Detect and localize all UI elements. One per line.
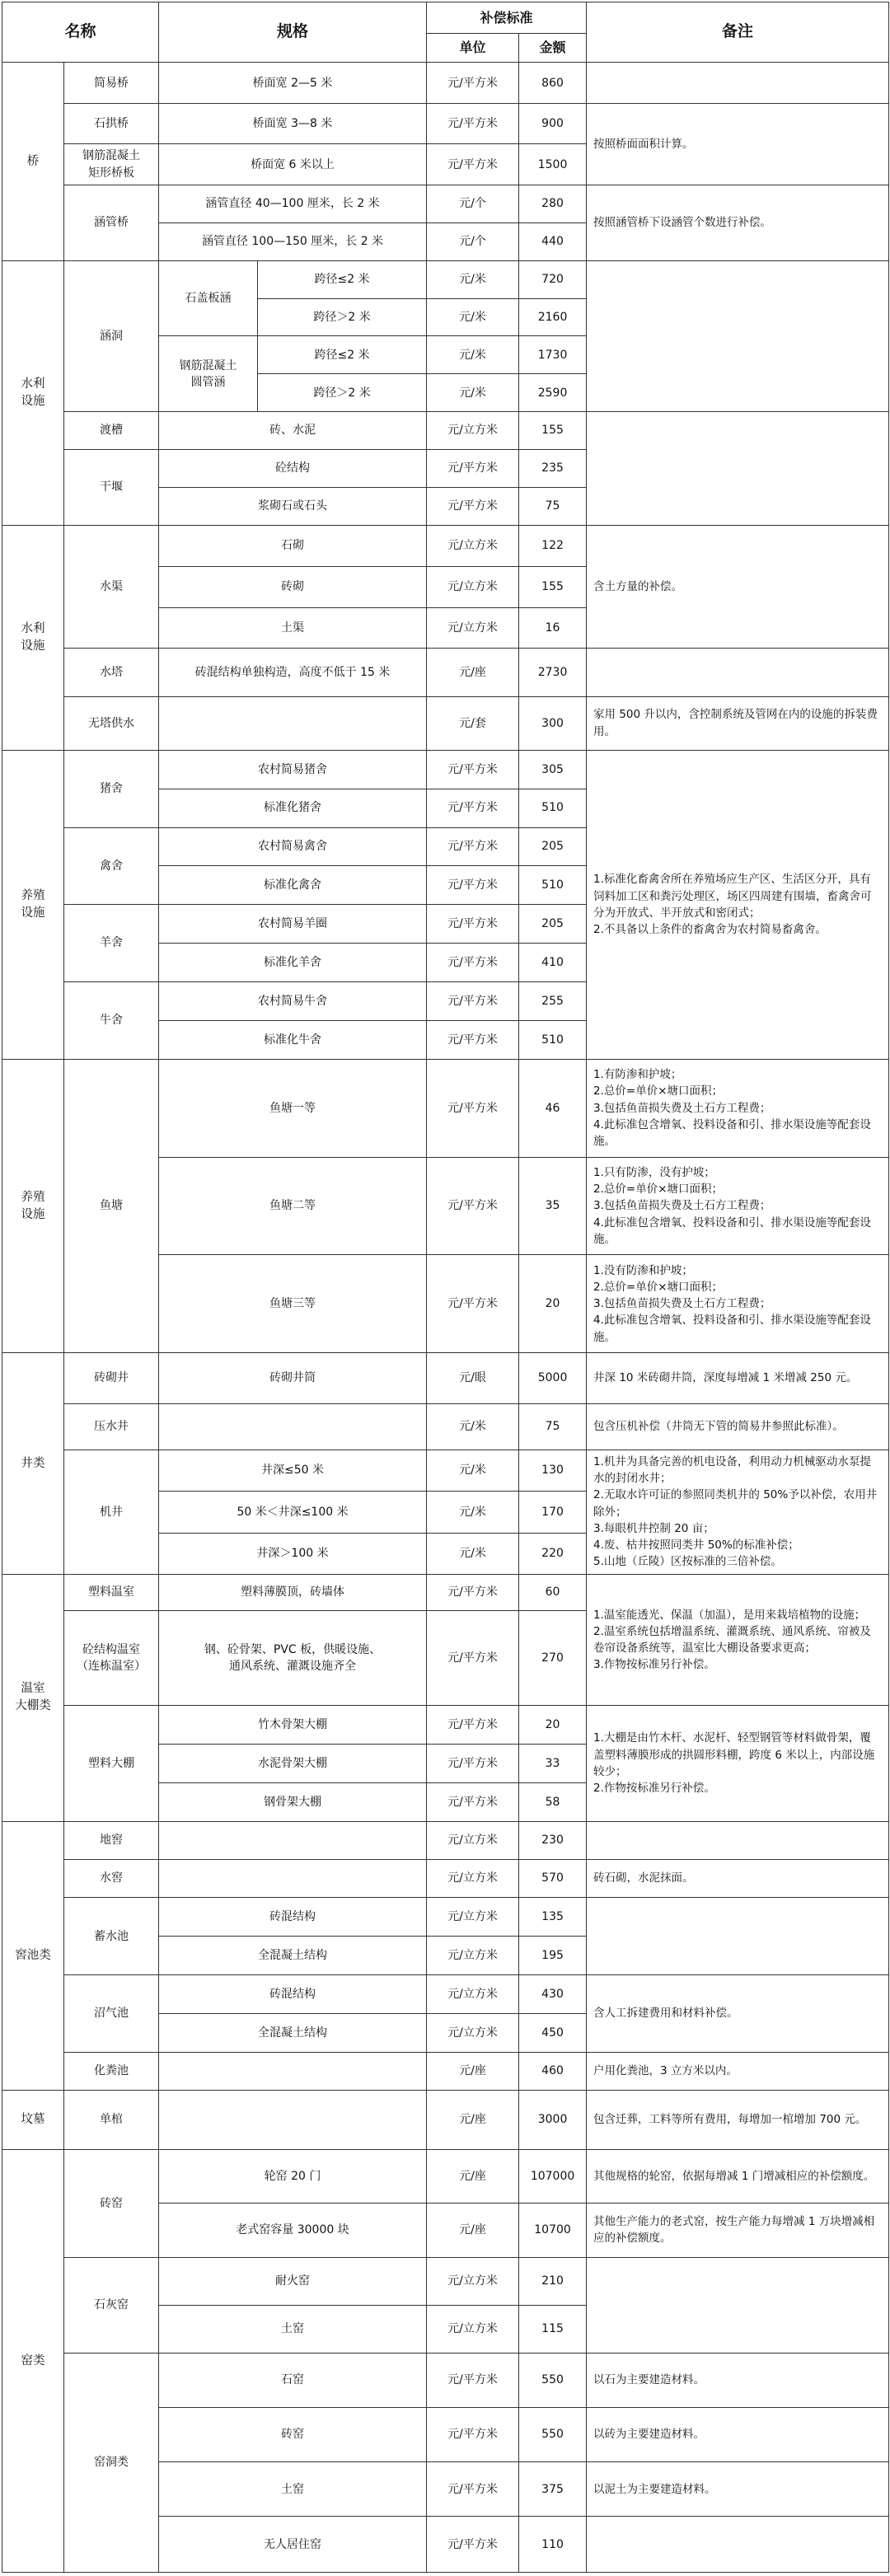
note-no-tower-water: 家用 500 升以内，含控制系统及管网在内的设施的拆装费用。 [587, 696, 889, 750]
item-unit: 元/平方米 [427, 1575, 519, 1611]
item-amount: 5000 [519, 1353, 587, 1403]
item-amount: 60 [519, 1575, 587, 1611]
item-amount: 550 [519, 2407, 587, 2461]
item-name: 石灰窑 [64, 2257, 159, 2353]
group-greenhouses: 温室 大棚类 [2, 1575, 64, 1822]
item-amount: 122 [519, 525, 587, 566]
item-name: 砖窑 [64, 2150, 159, 2257]
note-fish-pond-grade-1: 1.有防渗和护坡； 2.总价=单价×塘口面积； 3.包括鱼苗损失费及土石方工程费； 4.此标准包含增氧、投料设备和引、排水渠设施等配套设施。 [587, 1059, 889, 1157]
note-empty [587, 412, 889, 526]
item-unit: 元/眼 [427, 1353, 519, 1403]
item-spec: 塑料薄膜顶，砖墙体 [159, 1575, 427, 1611]
item-unit: 元/立方米 [427, 2257, 519, 2305]
item-unit: 元/座 [427, 649, 519, 696]
item-amount: 210 [519, 2257, 587, 2305]
item-name: 羊舍 [64, 905, 159, 982]
item-amount: 510 [519, 789, 587, 827]
item-name: 塑料温室 [64, 1575, 159, 1611]
note-biogas: 含人工拆建费用和材料补偿。 [587, 1975, 889, 2053]
item-amount: 280 [519, 185, 587, 223]
item-unit: 元/平方米 [427, 1255, 519, 1353]
note-bridge: 按照桥面面积计算。 [587, 104, 889, 185]
item-spec: 老式窑容量 30000 块 [159, 2204, 427, 2257]
item-spec: 土窑 [159, 2462, 427, 2517]
item-amount: 1500 [519, 144, 587, 185]
item-name: 涵洞 [64, 260, 159, 411]
item-amount: 110 [519, 2517, 587, 2573]
note-fish-pond-grade-3: 1.没有防渗和护坡； 2.总价=单价×塘口面积； 3.包括鱼苗损失费及土石方工程费； 4.此标准包含增氧、投料设备和引、排水渠设施等配套设施。 [587, 1255, 889, 1353]
group-kilns: 窑类 [2, 2150, 64, 2573]
item-unit: 元/立方米 [427, 1821, 519, 1859]
item-amount: 550 [519, 2353, 587, 2407]
note-old-kiln: 其他生产能力的老式窑，按生产能力每增减 1 万块增减相应的补偿额度。 [587, 2204, 889, 2257]
item-name: 禽舍 [64, 827, 159, 905]
header-amount: 金额 [519, 33, 587, 63]
item-unit: 元/米 [427, 1450, 519, 1492]
item-amount: 255 [519, 982, 587, 1021]
item-amount: 860 [519, 63, 587, 104]
item-spec: 跨径＞2 米 [258, 298, 427, 336]
item-amount: 220 [519, 1533, 587, 1575]
item-spec: 标准化禽舍 [159, 866, 427, 905]
item-spec: 竹木骨架大棚 [159, 1706, 427, 1745]
item-amount: 230 [519, 1821, 587, 1859]
item-unit: 元/立方米 [427, 607, 519, 649]
item-unit: 元/立方米 [427, 566, 519, 607]
item-unit: 元/立方米 [427, 2014, 519, 2053]
item-amount: 205 [519, 827, 587, 866]
item-name: 水塔 [64, 649, 159, 696]
note-empty [587, 260, 889, 411]
item-spec [159, 696, 427, 750]
item-amount: 450 [519, 2014, 587, 2053]
item-name: 砼结构温室 （连栋温室） [64, 1610, 159, 1705]
item-unit: 元/平方米 [427, 905, 519, 944]
item-spec: 标准化牛舍 [159, 1020, 427, 1059]
item-unit: 元/平方米 [427, 982, 519, 1021]
item-spec: 跨径≤2 米 [258, 336, 427, 374]
item-spec: 无人居住窑 [159, 2517, 427, 2573]
note-empty [587, 1898, 889, 1975]
note-canal: 含土方量的补偿。 [587, 525, 889, 649]
item-unit: 元/平方米 [427, 1782, 519, 1821]
item-amount: 3000 [519, 2090, 587, 2149]
note-empty [587, 649, 889, 696]
header-standard: 补偿标准 [427, 2, 587, 34]
item-spec: 标准化猪舍 [159, 789, 427, 827]
item-spec: 砖混结构单独构造，高度不低于 15 米 [159, 649, 427, 696]
item-amount: 720 [519, 260, 587, 298]
item-name: 地窖 [64, 1821, 159, 1859]
item-name: 水窖 [64, 1859, 159, 1898]
item-unit: 元/平方米 [427, 2462, 519, 2517]
item-spec: 农村简易禽舍 [159, 827, 427, 866]
note-greenhouse: 1.温室能透光、保温（加温），是用来栽培植物的设施； 2.温室系统包括增温系统、灌溉系统、通风系统、帘被及卷帘设备系统等，温室比大棚设备要求更高； 3.作物按标准另行补偿。 [587, 1575, 889, 1706]
note-culvert-bridge: 按照涵管桥下设涵管个数进行补偿。 [587, 185, 889, 261]
item-amount: 375 [519, 2462, 587, 2517]
item-unit: 元/平方米 [427, 866, 519, 905]
item-name: 干堰 [64, 450, 159, 526]
note-earth-cave: 以泥土为主要建造材料。 [587, 2462, 889, 2517]
item-spec [159, 1821, 427, 1859]
item-spec: 桥面宽 3—8 米 [159, 104, 427, 144]
header-unit: 单位 [427, 33, 519, 63]
item-spec: 土渠 [159, 607, 427, 649]
item-unit: 元/米 [427, 336, 519, 374]
note-livestock-housing: 1.标准化畜禽舍所在养殖场应生产区、生活区分开，具有饲料加工区和粪污处理区，场区四周建有围墙，畜禽舍可分为开放式、半开放式和密闭式； 2.不具备以上条件的畜禽舍为农村简易畜禽舍。 [587, 750, 889, 1059]
item-spec: 涵管直径 40—100 厘米，长 2 米 [159, 185, 427, 223]
item-amount: 135 [519, 1898, 587, 1937]
note-brick-well: 井深 10 米砖砌井筒，深度每增减 1 米增减 250 元。 [587, 1353, 889, 1403]
item-amount: 33 [519, 1744, 587, 1782]
item-name: 无塔供水 [64, 696, 159, 750]
item-spec: 砖、水泥 [159, 412, 427, 450]
item-spec [159, 2052, 427, 2090]
item-amount: 155 [519, 412, 587, 450]
item-unit: 元/平方米 [427, 487, 519, 525]
item-unit: 元/米 [427, 260, 519, 298]
item-amount: 2730 [519, 649, 587, 696]
note-ring-kiln: 其他规格的轮窑，依据每增减 1 门增减相应的补偿额度。 [587, 2150, 889, 2204]
item-unit: 元/座 [427, 2150, 519, 2204]
item-amount: 205 [519, 905, 587, 944]
item-amount: 75 [519, 1403, 587, 1450]
item-amount: 20 [519, 1255, 587, 1353]
item-unit: 元/平方米 [427, 1744, 519, 1782]
item-spec: 鱼塘三等 [159, 1255, 427, 1353]
item-unit: 元/立方米 [427, 412, 519, 450]
item-spec: 轮窑 20 门 [159, 2150, 427, 2204]
item-spec: 跨径＞2 米 [258, 374, 427, 412]
item-unit: 元/平方米 [427, 1706, 519, 1745]
item-unit: 元/米 [427, 1403, 519, 1450]
item-spec: 耐火窑 [159, 2257, 427, 2305]
item-amount: 430 [519, 1975, 587, 2014]
item-amount: 130 [519, 1450, 587, 1492]
item-amount: 305 [519, 750, 587, 789]
item-unit: 元/平方米 [427, 1020, 519, 1059]
item-amount: 195 [519, 1937, 587, 1975]
item-name: 鱼塘 [64, 1059, 159, 1353]
group-breeding-facilities-2: 养殖 设施 [2, 1059, 64, 1353]
item-unit: 元/平方米 [427, 1157, 519, 1254]
item-spec: 桥面宽 2—5 米 [159, 63, 427, 104]
item-unit: 元/平方米 [427, 63, 519, 104]
item-spec: 鱼塘二等 [159, 1157, 427, 1254]
item-unit: 元/立方米 [427, 2305, 519, 2353]
item-unit: 元/平方米 [427, 2407, 519, 2461]
note-empty [587, 63, 889, 104]
item-spec: 砖窑 [159, 2407, 427, 2461]
item-name: 石拱桥 [64, 104, 159, 144]
item-spec: 钢、砼骨架、PVC 板，供暖设施、 通风系统、灌溉设施齐全 [159, 1610, 427, 1705]
item-name: 压水井 [64, 1403, 159, 1450]
item-name: 牛舍 [64, 982, 159, 1060]
header-remark: 备注 [587, 2, 889, 63]
item-unit: 元/立方米 [427, 1975, 519, 2014]
item-name: 单棺 [64, 2090, 159, 2149]
item-spec: 桥面宽 6 米以上 [159, 144, 427, 185]
header-spec: 规格 [159, 2, 427, 63]
item-unit: 元/座 [427, 2052, 519, 2090]
item-unit: 元/平方米 [427, 104, 519, 144]
item-unit: 元/平方米 [427, 789, 519, 827]
item-name: 塑料大棚 [64, 1706, 159, 1822]
note-motor-well: 1.机井为具备完善的机电设备，利用动力机械驱动水泵提水的封闭水井； 2.无取水许可证的参照同类机井的 50%予以补偿，农用井除外； 3.每眼机井控制 20 亩； 4.废、枯井按照同类井 50%的标准补偿； 5.山地（丘陵）区按标准的三倍补偿。 [587, 1450, 889, 1575]
note-septic-tank: 户用化粪池，3 立方米以内。 [587, 2052, 889, 2090]
note-water-cellar: 砖石砌，水泥抹面。 [587, 1859, 889, 1898]
item-amount: 155 [519, 566, 587, 607]
item-unit: 元/立方米 [427, 1898, 519, 1937]
item-amount: 2160 [519, 298, 587, 336]
item-unit: 元/平方米 [427, 750, 519, 789]
item-spec: 全混凝土结构 [159, 2014, 427, 2053]
item-name: 渡槽 [64, 412, 159, 450]
item-spec: 井深≤50 米 [159, 1450, 427, 1492]
item-unit: 元/平方米 [427, 944, 519, 982]
item-name: 简易桥 [64, 63, 159, 104]
item-name: 化粪池 [64, 2052, 159, 2090]
item-unit: 元/平方米 [427, 2353, 519, 2407]
group-pits-pools: 窖池类 [2, 1821, 64, 2090]
item-amount: 300 [519, 696, 587, 750]
item-spec: 浆砌石或石头 [159, 487, 427, 525]
item-unit: 元/米 [427, 1533, 519, 1575]
item-spec: 水泥骨架大棚 [159, 1744, 427, 1782]
note-fish-pond-grade-2: 1.只有防渗，没有护坡； 2.总价=单价×塘口面积； 3.包括鱼苗损失费及土石方工程费； 4.此标准包含增氧、投料设备和引、排水渠设施等配套设施。 [587, 1157, 889, 1254]
item-amount: 75 [519, 487, 587, 525]
item-unit: 元/个 [427, 185, 519, 223]
item-spec: 井深＞100 米 [159, 1533, 427, 1575]
item-spec: 砖混结构 [159, 1975, 427, 2014]
item-spec [159, 1859, 427, 1898]
item-spec: 标准化羊舍 [159, 944, 427, 982]
compensation-table [2, 2, 889, 2573]
item-name: 沼气池 [64, 1975, 159, 2053]
item-unit: 元/平方米 [427, 2517, 519, 2573]
note-plastic-tunnel: 1.大棚是由竹木杆、水泥杆、轻型钢管等材料做骨架，覆盖塑料薄膜形成的拱圆形料棚，跨度 6 米以上，内部设施较少； 2.作物按标准另行补偿。 [587, 1706, 889, 1822]
item-spec: 50 米＜井深≤100 米 [159, 1492, 427, 1534]
item-unit: 元/个 [427, 222, 519, 260]
item-amount: 900 [519, 104, 587, 144]
item-name: 水渠 [64, 525, 159, 649]
item-unit: 元/平方米 [427, 827, 519, 866]
item-unit: 元/平方米 [427, 1059, 519, 1157]
note-brick-cave: 以砖为主要建造材料。 [587, 2407, 889, 2461]
item-amount: 270 [519, 1610, 587, 1705]
item-amount: 20 [519, 1706, 587, 1745]
group-water-facilities: 水利 设施 [2, 260, 64, 525]
item-unit: 元/座 [427, 2204, 519, 2257]
item-amount: 1730 [519, 336, 587, 374]
item-amount: 107000 [519, 2150, 587, 2204]
note-empty [587, 2517, 889, 2573]
item-name: 机井 [64, 1450, 159, 1575]
subgroup-stone-slab-culvert: 石盖板涵 [159, 260, 258, 336]
item-spec: 砖砌井筒 [159, 1353, 427, 1403]
item-unit: 元/立方米 [427, 1859, 519, 1898]
item-spec: 跨径≤2 米 [258, 260, 427, 298]
item-spec [159, 2090, 427, 2149]
item-amount: 570 [519, 1859, 587, 1898]
item-amount: 115 [519, 2305, 587, 2353]
item-unit: 元/座 [427, 2090, 519, 2149]
header-name: 名称 [2, 2, 159, 63]
item-unit: 元/平方米 [427, 144, 519, 185]
item-amount: 460 [519, 2052, 587, 2090]
group-bridge: 桥 [2, 63, 64, 260]
group-tombs: 坟墓 [2, 2090, 64, 2149]
note-stone-cave: 以石为主要建造材料。 [587, 2353, 889, 2407]
item-spec: 石砌 [159, 525, 427, 566]
item-spec: 砖砌 [159, 566, 427, 607]
item-amount: 410 [519, 944, 587, 982]
group-water-facilities-2: 水利 设施 [2, 525, 64, 750]
item-spec: 农村简易猪舍 [159, 750, 427, 789]
item-unit: 元/立方米 [427, 525, 519, 566]
item-spec: 砖混结构 [159, 1898, 427, 1937]
item-spec: 砼结构 [159, 450, 427, 488]
item-spec: 石窑 [159, 2353, 427, 2407]
item-name: 蓄水池 [64, 1898, 159, 1975]
item-name: 窑洞类 [64, 2353, 159, 2572]
item-unit: 元/平方米 [427, 1610, 519, 1705]
item-spec [159, 1403, 427, 1450]
item-amount: 58 [519, 1782, 587, 1821]
note-tomb: 包含迁葬，工料等所有费用，每增加一棺增加 700 元。 [587, 2090, 889, 2149]
item-spec: 全混凝土结构 [159, 1937, 427, 1975]
item-name: 钢筋混凝土 矩形桥板 [64, 144, 159, 185]
subgroup-rc-pipe-culvert: 钢筋混凝土 圆管涵 [159, 336, 258, 412]
item-amount: 46 [519, 1059, 587, 1157]
item-amount: 10700 [519, 2204, 587, 2257]
note-pump-well: 包含压机补偿（井筒无下管的简易井参照此标准）。 [587, 1403, 889, 1450]
item-spec: 农村简易羊圈 [159, 905, 427, 944]
item-amount: 510 [519, 1020, 587, 1059]
item-spec: 钢骨架大棚 [159, 1782, 427, 1821]
item-unit: 元/米 [427, 1492, 519, 1534]
item-name: 猪舍 [64, 750, 159, 827]
item-unit: 元/立方米 [427, 1937, 519, 1975]
item-spec: 农村简易牛舍 [159, 982, 427, 1021]
item-unit: 元/套 [427, 696, 519, 750]
item-amount: 440 [519, 222, 587, 260]
group-breeding-facilities: 养殖 设施 [2, 750, 64, 1059]
note-empty [587, 2257, 889, 2353]
note-empty [587, 1821, 889, 1859]
item-name: 砖砌井 [64, 1353, 159, 1403]
item-unit: 元/平方米 [427, 450, 519, 488]
item-spec: 涵管直径 100—150 厘米，长 2 米 [159, 222, 427, 260]
item-amount: 35 [519, 1157, 587, 1254]
item-unit: 元/米 [427, 374, 519, 412]
item-amount: 510 [519, 866, 587, 905]
item-spec: 鱼塘一等 [159, 1059, 427, 1157]
group-wells: 井类 [2, 1353, 64, 1575]
item-amount: 2590 [519, 374, 587, 412]
item-amount: 16 [519, 607, 587, 649]
item-name: 涵管桥 [64, 185, 159, 261]
item-spec: 土窑 [159, 2305, 427, 2353]
item-amount: 235 [519, 450, 587, 488]
item-amount: 170 [519, 1492, 587, 1534]
item-unit: 元/米 [427, 298, 519, 336]
